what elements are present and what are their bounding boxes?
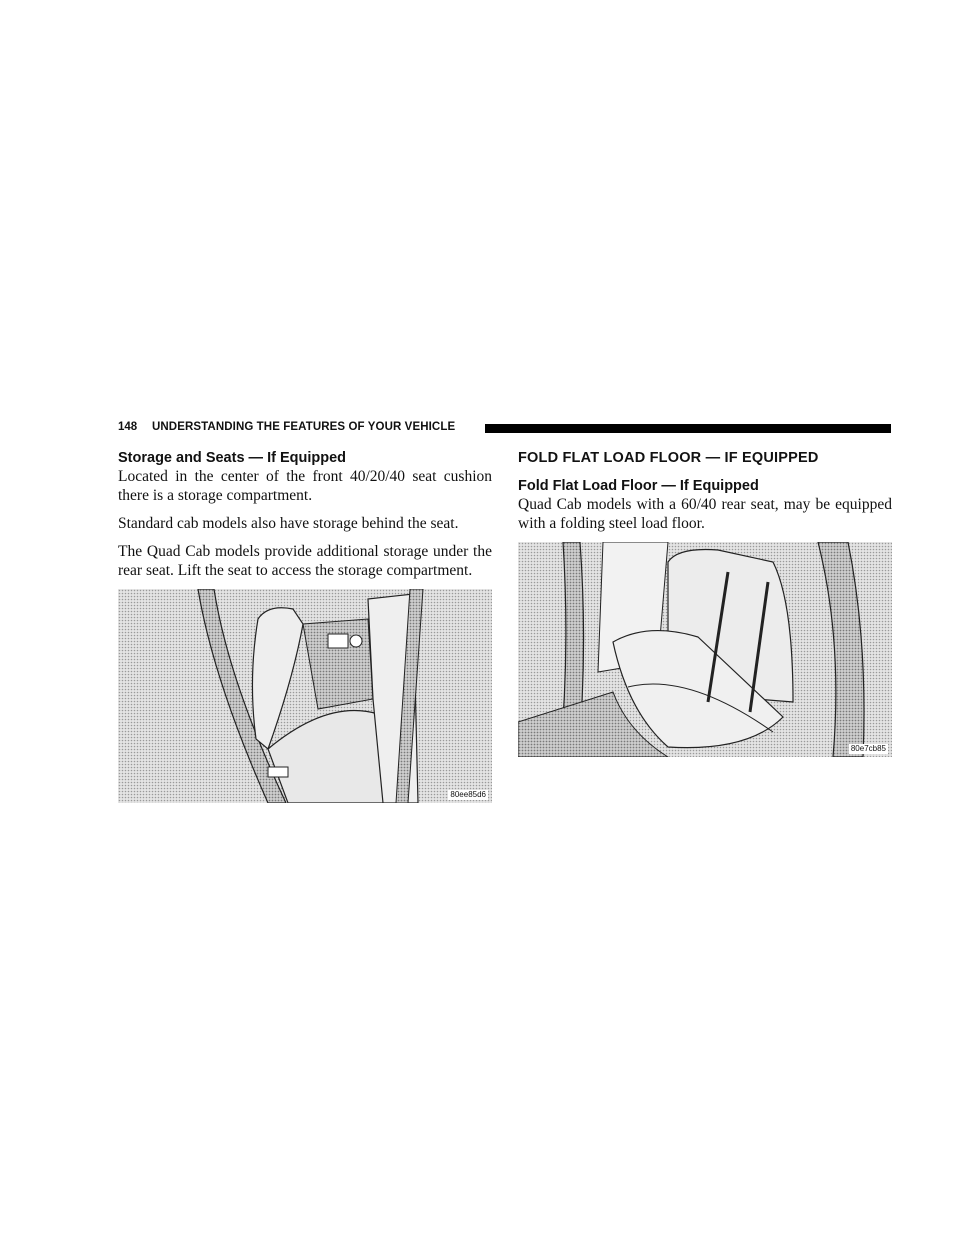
fold-flat-paragraph: Quad Cab models with a 60/40 rear seat, may be equipped with a folding steel load floor. [518,496,892,532]
fold-flat-subheading: Fold Flat Load Floor — If Equipped [518,478,759,494]
figure-code: 80ee85d6 [450,790,486,799]
page-header [118,420,891,436]
paragraph-3: The Quad Cab models provide additional storage under the rear seat. Lift the seat to access the storage compartment. [118,543,492,579]
chapter-title: UNDERSTANDING THE FEATURES OF YOUR VEHICLE [152,421,456,433]
left-column [118,449,492,803]
paragraph-1: Located in the center of the front 40/20/40 seat cushion there is a storage compartment. [118,468,492,504]
storage-heading: Storage and Seats — If Equipped [118,450,347,466]
section-title: FOLD FLAT LOAD FLOOR — IF EQUIPPED [518,450,819,466]
figure-code: 80e7cb85 [850,744,886,753]
paragraph-2: Standard cab models also have storage behind the seat. [118,515,459,532]
fold-flat-load-floor-illustration [518,542,892,757]
header-rule [485,424,891,433]
right-column [518,449,892,757]
storage-under-seat-illustration [118,589,492,803]
page-number: 148 [118,421,138,433]
